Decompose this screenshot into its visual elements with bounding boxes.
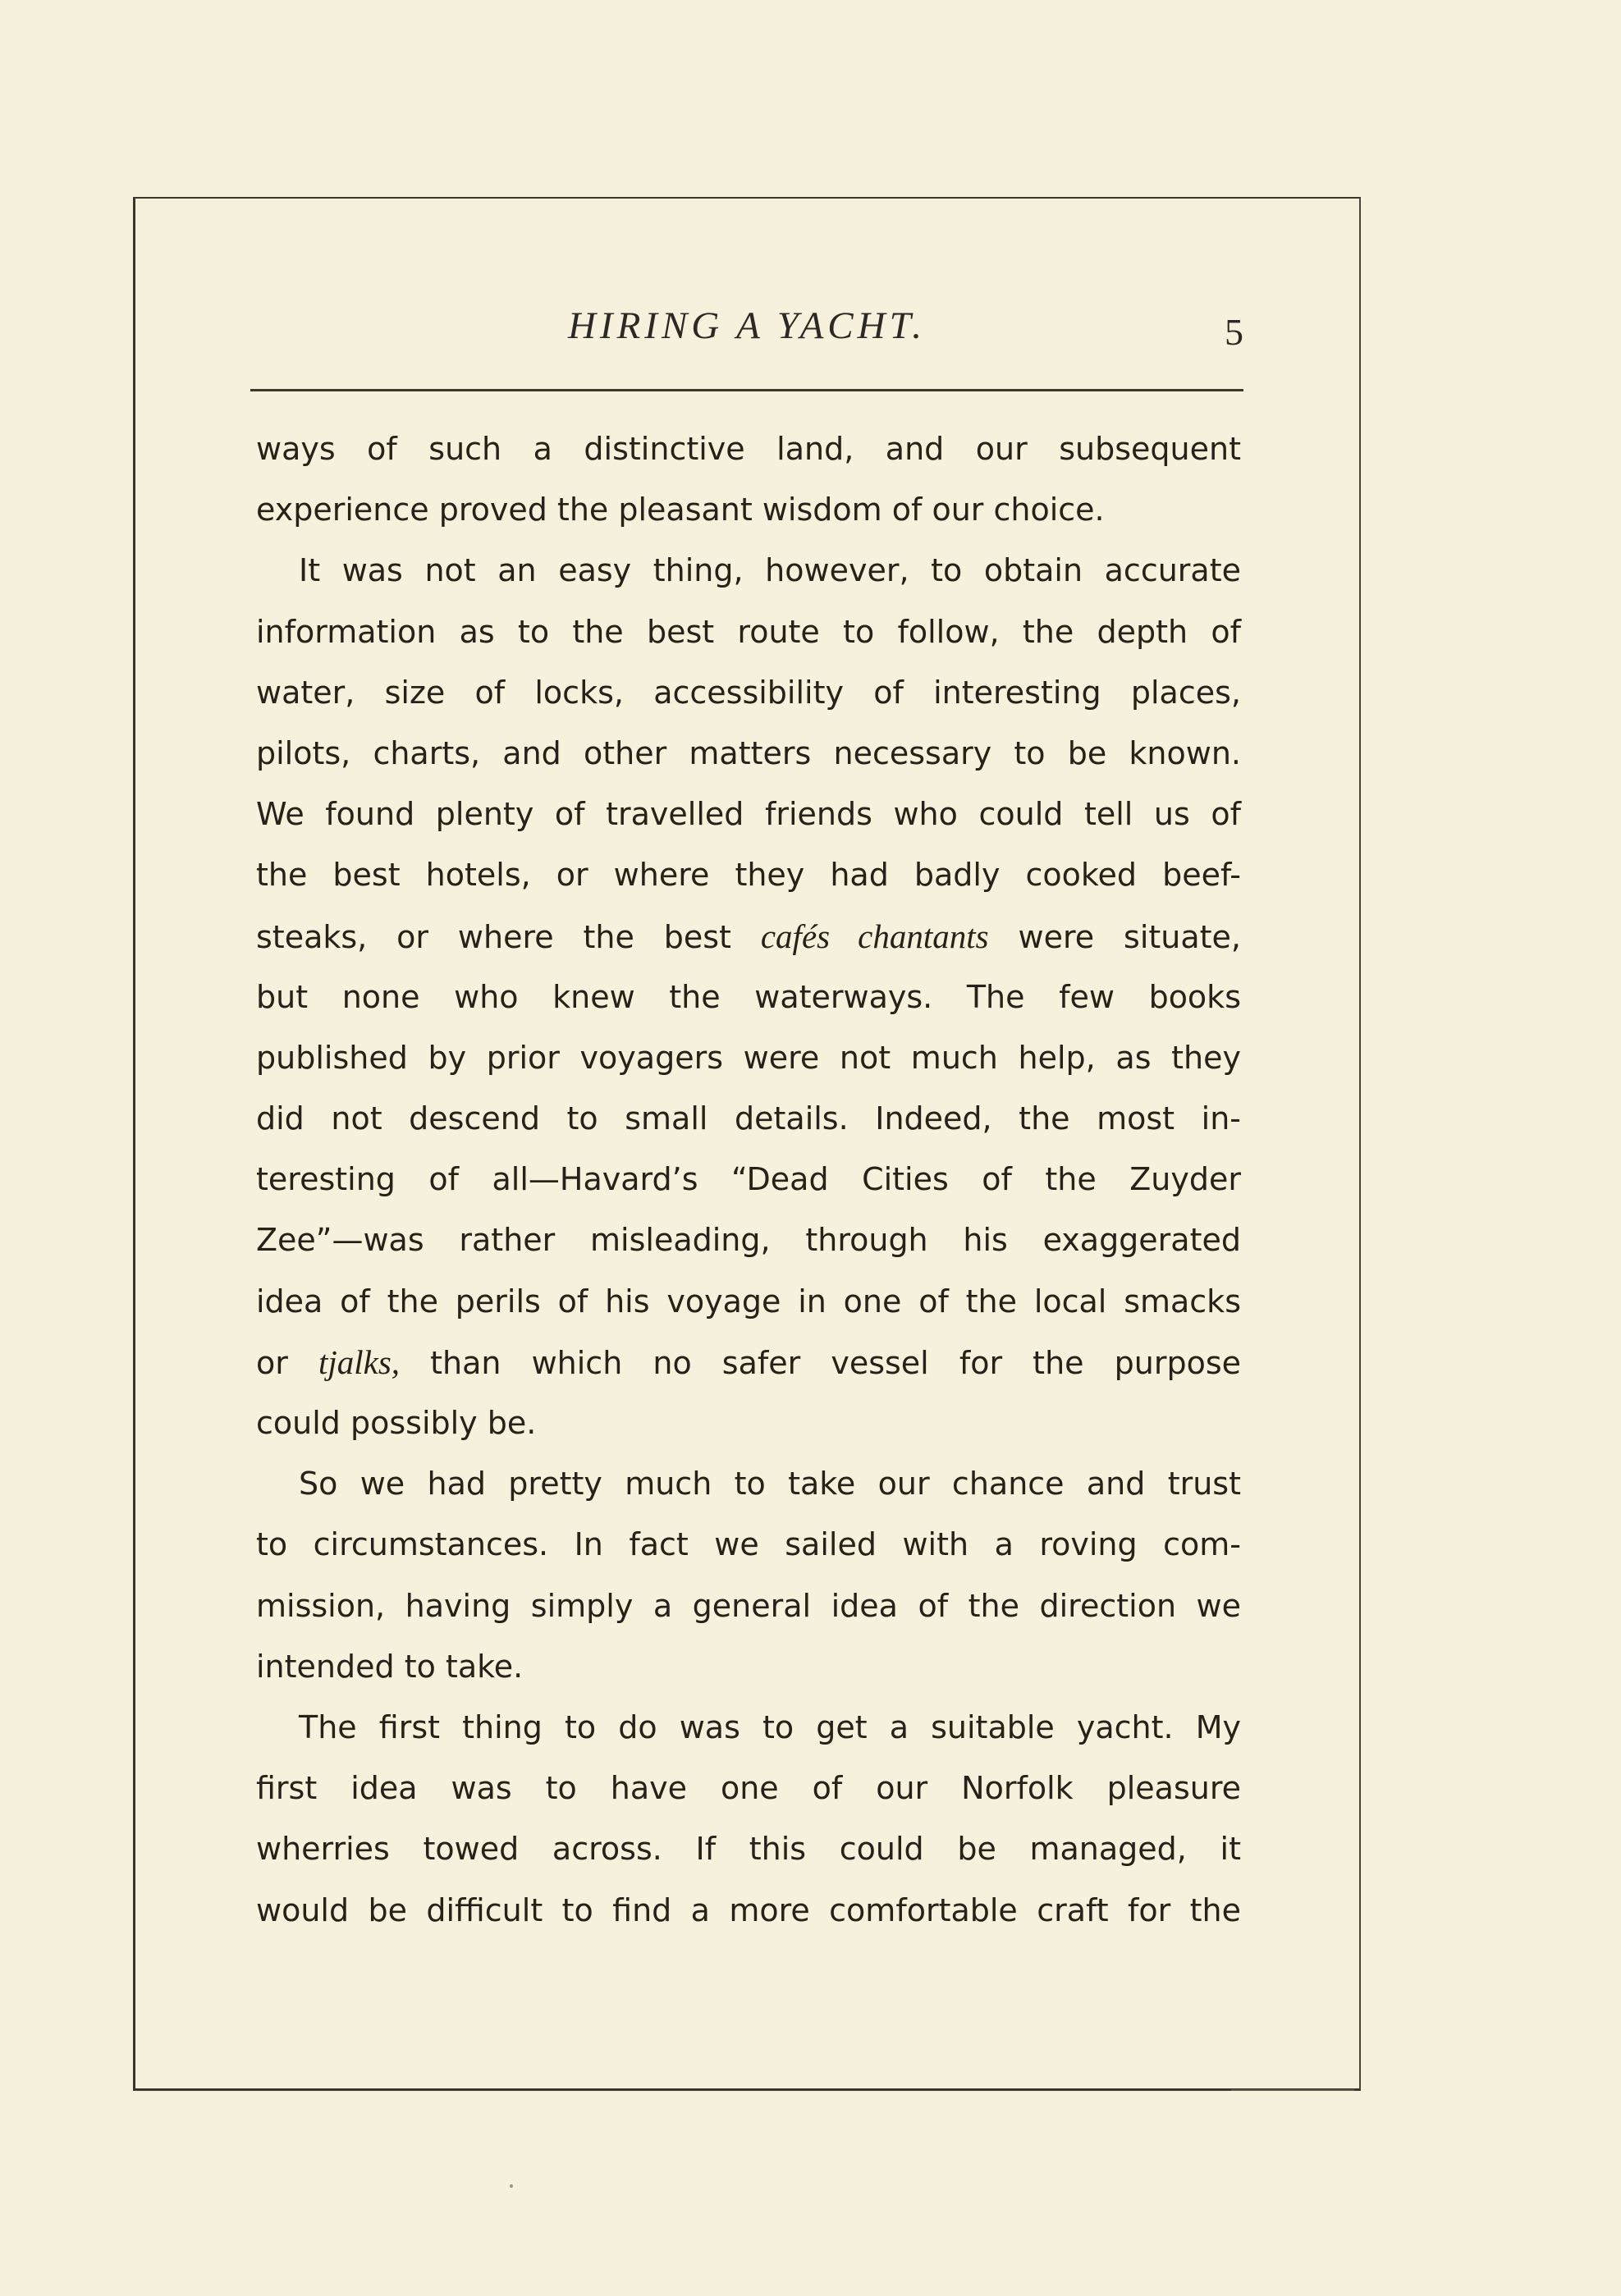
text-line: published by prior voyagers were not much help, as they (256, 1039, 1241, 1076)
italic-phrase: tjalks, (318, 1342, 401, 1381)
text-line: So we had pretty much to take our chance and trust (299, 1466, 1241, 1502)
text-line: first idea was to have one of our Norfolk pleasure (256, 1770, 1241, 1807)
text-line: It was not an easy thing, however, to obtain accurate (299, 552, 1241, 589)
text-run: steaks, or where the best (256, 918, 761, 955)
text-line: the best hotels, or where they had badly cooked beef- (256, 857, 1241, 894)
text-line: to circumstances. In fact we sailed with a roving com- (256, 1526, 1241, 1563)
text-line: wherries towed across. If this could be managed, it (256, 1831, 1241, 1868)
text-line: would be difficult to find a more comfortable craft for the (256, 1891, 1241, 1928)
body-text (256, 418, 1241, 1941)
text-line: could possibly be. (256, 1405, 537, 1441)
text-line: mission, having simply a general idea of the direction we (256, 1587, 1241, 1624)
italic-phrase: cafés chantants (760, 917, 989, 955)
text-line: intended to take. (256, 1648, 524, 1685)
page-number: 5 (1225, 311, 1243, 353)
text-line: Zee”—was rather misleading, through his exaggerated (256, 1222, 1241, 1259)
text-line: water, size of locks, accessibility of interesting places, (256, 674, 1241, 711)
text-line: The first thing to do was to get a suitable yacht. My (299, 1708, 1241, 1745)
text-line (256, 1332, 1241, 1393)
running-head: HIRING A YACHT. (567, 304, 926, 347)
page-border-extension (1231, 2089, 1354, 2091)
header-rule (250, 389, 1243, 391)
page-header (250, 297, 1243, 387)
text-line: ways of such a distinctive land, and our subsequent (256, 431, 1241, 467)
text-line: but none who knew the waterways. The few books (256, 978, 1241, 1015)
print-speck (510, 2184, 513, 2188)
text-line: pilots, charts, and other matters necessary to be known. (256, 734, 1241, 771)
text-run: were situate, (988, 918, 1242, 955)
text-run: than which no safer vessel for the purpose (400, 1344, 1241, 1381)
text-line (256, 906, 1241, 967)
text-run: or (256, 1344, 318, 1381)
text-line: idea of the perils of his voyage in one of the local smacks (256, 1283, 1241, 1320)
text-line: We found plenty of travelled friends who could tell us of (256, 796, 1241, 833)
text-line: did not descend to small details. Indeed, the most in- (256, 1100, 1241, 1137)
text-line: teresting of all—Havard’s “Dead Cities of the Zuyder (256, 1161, 1241, 1198)
text-line: experience proved the pleasant wisdom of our choice. (256, 492, 1105, 528)
text-line: information as to the best route to follow, the depth of (256, 613, 1241, 650)
